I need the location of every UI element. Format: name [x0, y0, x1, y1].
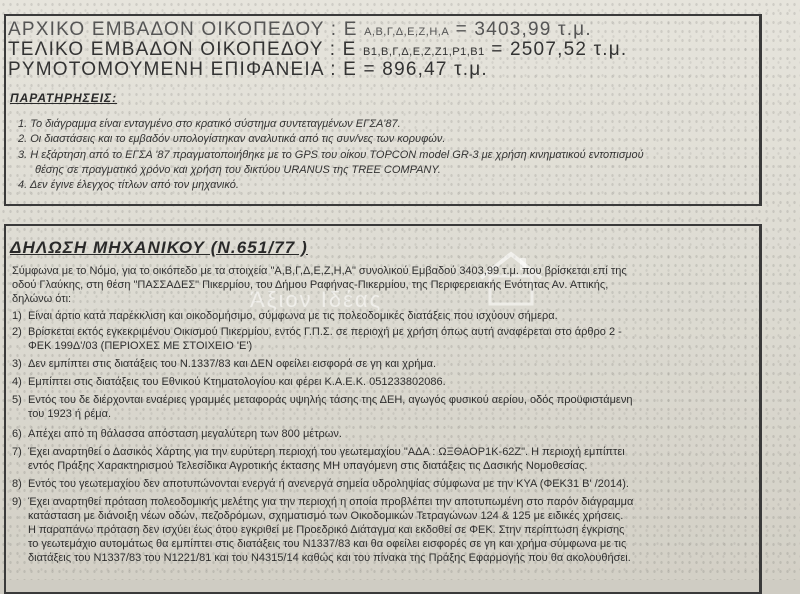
note-3: 3. Η εξάρτηση από το ΕΓΣΑ '87 πραγματοποιήθηκε με το GPS του οίκου TOPCON model GR-3 με χρήση κινηματικού εντοπισμού [18, 149, 644, 161]
declaration-item-9-cont-3: το γεωτεμάχιο αυτομάτως θα εμπίπτει στις διατάξεις του Ν1337/83 και θα οφείλει εισφορές σε γη και χρήμα σύμφωνα με τις [28, 538, 627, 550]
declaration-item-6: 6) Απέχει από τη θάλασσα απόσταση μεγαλύτερη των 800 μέτρων. [12, 428, 342, 440]
note-1: 1. Το διάγραμμα είναι ενταγμένο στο κρατικό σύστημα συντεταγμένων ΕΓΣΑ'87. [18, 118, 401, 130]
declaration-item-9-cont-2: Η παραπάνω πρόταση δεν ισχύει έως ότου εγκριθεί με Προεδρικό Διάταγμα και εκδοθεί σε ΦΕΚ. Στην περίπτωση έγκρισης [28, 524, 625, 536]
regulated-area-line: ΡΥΜΟΤΟΜΟΥΜΕΝΗ ΕΠΙΦΑΝΕΙΑ : Ε = 896,47 τ.μ. [8, 59, 488, 80]
declaration-item-2-cont: ΦΕΚ 199Δ'/03 (ΠΕΡΙΟΧΕΣ ΜΕ ΣΤΟΙΧΕΙΟ 'Ε') [28, 340, 253, 352]
note-2: 2. Οι διαστάσεις και το εμβαδόν υπολογίστηκαν αναλυτικά από τις συν/νες των κορυφών. [18, 133, 446, 145]
declaration-intro-line-2: οδού Γλαύκης, στη θέση "ΠΑΣΣΑΔΕΣ" Πικερμίου, του Δήμου Ραφήνας-Πικερμίου, της Περιφερειακής Ενότητας Αν. Αττικής, [12, 279, 609, 291]
final-area-line: ΤΕΛΙΚΟ ΕΜΒΑΔΟΝ ΟΙΚΟΠΕΔΟΥ : Ε Β1,Β,Γ,Δ,Ε,Ζ,Ζ1,Ρ1,Β1 = 2507,52 τ.μ. [8, 39, 628, 60]
notes-title: ΠΑΡΑΤΗΡΗΣΕΙΣ: [10, 91, 118, 105]
declaration-intro-line-1: Σύμφωνα με το Νόμο, για το οικόπεδο με τα στοιχεία "Α,Β,Γ,Δ,Ε,Ζ,Η,Α" συνολικού Εμβαδού 3403,99 τ.μ. που βρίσκεται επί της [12, 265, 627, 277]
watermark-text: Άξιον Ιδέας [250, 287, 383, 312]
declaration-item-3: 3) Δεν εμπίπτει στις διατάξεις του Ν.1337/83 και ΔΕΝ οφείλει εισφορά σε γη και χρήμα. [12, 358, 437, 370]
watermark-house-icon [476, 248, 546, 308]
declaration-intro-line-3: δηλώνω ότι: [12, 293, 72, 305]
declaration-item-7-cont: εντός Πράξης Χαρακτηρισμού Τελεσίδικα Αγροτικής έκτασης ΜΗ υπαγόμενη στις διατάξεις τις Δασικής Νομοθεσίας. [28, 460, 588, 472]
declaration-item-9-cont-1: κατάσταση με διάνοιξη νέων οδών, πεζοδρόμων, σχηματισμό των Οικοδομικών Τετραγώνων 124 & 125 με ειδικές χρήσεις. [28, 510, 624, 522]
declaration-item-4: 4) Εμπίπτει στις διατάξεις του Εθνικού Κτηματολογίου και φέρει Κ.Α.Ε.Κ. 051233802086. [12, 376, 446, 388]
declaration-title: ΔΗΛΩΣΗ ΜΗΧΑΝΙΚΟΥ (Ν.651/77 ) [10, 238, 308, 257]
declaration-item-8: 8) Εντός του γεωτεμαχίου δεν αποτυπώνονται ενεργά ή ανενεργά σημεία υδροληψίας σύμφωνα με την ΚΥΑ (ΦΕΚ31 Β' /2014). [12, 478, 629, 490]
declaration-item-5: 5) Εντός του δε διέρχονται εναέριες γραμμές μεταφοράς υψηλής τάσης της ΔΕΗ, αγωγός φυσικού αερίου, οδός προϋφιστάμενη [12, 394, 633, 406]
initial-area-line: ΑΡΧΙΚΟ ΕΜΒΑΔΟΝ ΟΙΚΟΠΕΔΟΥ : Ε Α,Β,Γ,Δ,Ε,Ζ,Η,Α = 3403,99 τ.μ. [8, 19, 592, 40]
note-4: 4. Δεν έγινε έλεγχος τίτλων από τον μηχανικό. [18, 179, 239, 191]
declaration-item-9: 9) Έχει αναρτηθεί πρόταση πολεοδομικής μελέτης για την περιοχή η οποία προβλέπει την αποτυπωμένη στο παρόν διάγραμμα [12, 496, 634, 508]
declaration-item-7: 7) Έχει αναρτηθεί ο Δασικός Χάρτης για την ευρύτερη περιοχή του γεωτεμαχίου "ΑΔΑ : ΩΞΘΑΟΡ1Κ-62Ζ". Η περιοχή εμπίπτει [12, 446, 625, 458]
declaration-item-1: 1) Είναι άρτιο κατά παρέκκλιση και οικοδομήσιμο, σύμφωνα με τις πολεοδομικές διατάξεις που ισχύουν σήμερα. [12, 310, 558, 322]
declaration-item-5-cont: του 1923 ή ρέμα. [28, 408, 111, 420]
note-3-continuation: θέσης σε πραγματικό χρόνο και χρήση του δικτύου URANUS της TREE COMPANY. [35, 164, 441, 176]
declaration-item-2: 2) Βρίσκεται εκτός εγκεκριμένου Οικισμού Πικερμίου, εντός Γ.Π.Σ. σε περιοχή με χρήση όπως αυτή αναφέρεται στο άρθρο 2 - [12, 326, 622, 338]
declaration-item-9-cont-4: διατάξεις του Ν1337/83 του Ν1221/81 και του Ν4315/14 καθώς και του πίνακα της Πράξης Εφαρμογής που θα ακολουθήσει. [28, 552, 631, 564]
